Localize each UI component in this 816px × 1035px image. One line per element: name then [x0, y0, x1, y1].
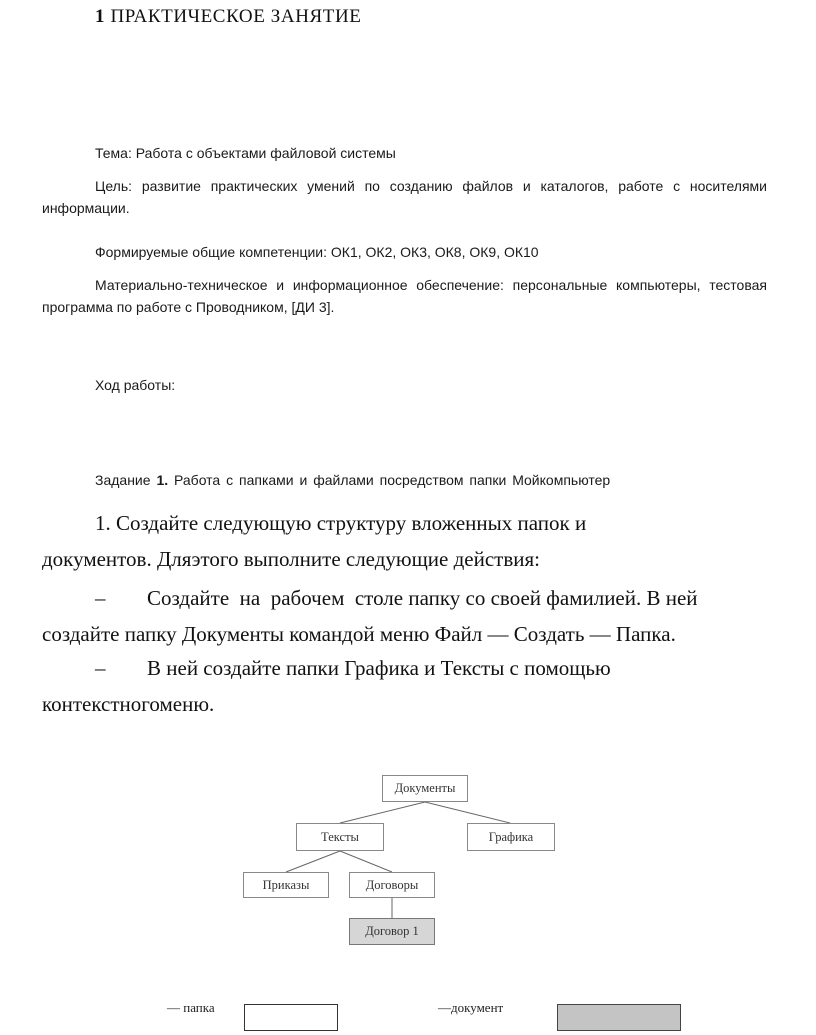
- item2-text: В ней создайте папки Графика и Тексты с помощью: [147, 656, 611, 680]
- topic-text: Работа с объектами файловой системы: [135, 145, 396, 161]
- connector-root-graphics: [425, 802, 510, 823]
- task-label: Задание: [95, 472, 151, 488]
- legend-folder-swatch: [244, 1004, 338, 1031]
- item2-line2: контекстногоменю.: [42, 692, 215, 716]
- connector-texts-contracts: [340, 851, 392, 872]
- competencies-text: ОК1, ОК2, ОК3, ОК8, ОК9, ОК10: [330, 244, 539, 260]
- document-node-contract1: Договор 1: [349, 918, 435, 945]
- folder-node-orders: Приказы: [243, 872, 329, 898]
- competencies-line: [95, 241, 767, 263]
- legend-folder-label: — папка: [167, 1000, 215, 1015]
- title-number: 1: [95, 6, 106, 27]
- folder-node-contracts: Договоры: [349, 872, 435, 898]
- progress-label: Ход работы:: [95, 377, 176, 393]
- task-number: 1.: [156, 472, 169, 488]
- item2-line1: [95, 650, 611, 686]
- step1-line1: [95, 505, 586, 541]
- legend-document-swatch: [557, 1004, 681, 1031]
- step1-text-line2: документов. Дляэтого выполните следующие действия:: [42, 547, 540, 571]
- competencies-label: Формируемые общие компетенции:: [95, 244, 328, 260]
- topic-label: Тема:: [95, 145, 132, 161]
- folder-node-documents: Документы: [382, 775, 468, 802]
- item1-line2: создайте папку Документы командой меню Файл — Создать — Папка.: [42, 622, 676, 646]
- topic-line: [95, 142, 767, 164]
- folder-node-texts: Тексты: [296, 823, 384, 851]
- materials-text: персональные компьютеры, тестовая программа по работе с Проводником, [ДИ 3].: [42, 277, 767, 315]
- goal-text: развитие практических умений по созданию файлов и каталогов, работе с носителями информации.: [42, 178, 767, 216]
- title-text: ПРАКТИЧЕСКОЕ ЗАНЯТИЕ: [110, 6, 362, 27]
- materials-paragraph: [42, 274, 767, 318]
- legend-document-label: —документ: [438, 1000, 504, 1015]
- page-title: [95, 6, 362, 28]
- item2-dash: –: [95, 656, 106, 680]
- item1-dash: –: [95, 586, 106, 610]
- item1-line1: [95, 580, 698, 616]
- task-text: Работа с папками и файлами посредством папки Мойкомпьютер: [174, 472, 611, 488]
- task-line: [95, 469, 695, 491]
- materials-label: Материально-техническое и информационное обеспечение:: [95, 277, 504, 293]
- connector-root-texts: [340, 802, 425, 823]
- connector-texts-orders: [286, 851, 340, 872]
- step1-text-line1: Создайте следующую структуру вложенных папок и: [116, 511, 587, 535]
- item1-text-a: Создайте на рабочем столе: [147, 586, 404, 610]
- folder-node-graphics: Графика: [467, 823, 555, 851]
- goal-paragraph: [42, 175, 767, 219]
- step1-number: 1.: [95, 511, 111, 535]
- goal-label: Цель:: [95, 178, 133, 194]
- item1-text-b: папку со своей фамилией. В ней: [408, 586, 698, 610]
